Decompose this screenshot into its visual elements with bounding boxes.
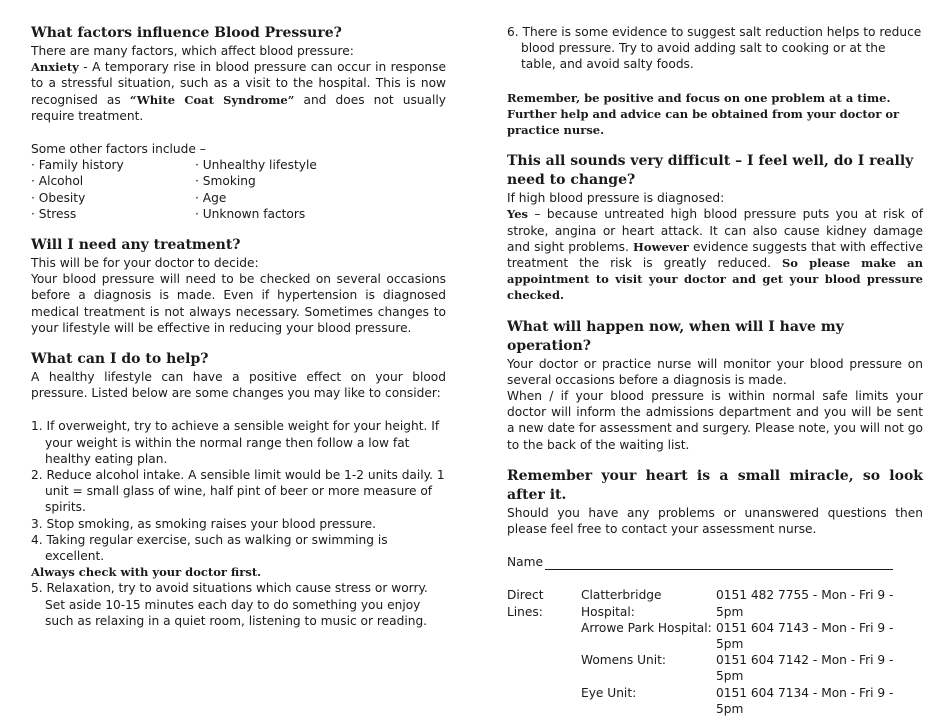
factor-item: · Obesity: [31, 190, 86, 205]
direct-lines: [507, 587, 923, 717]
list-item: 6. There is some evidence to suggest salt reduction helps to reduce blood pressure. Try to avoid adding salt to cooking or at the table, and avoid salty foods.: [507, 25, 922, 72]
factors-intro: There are many factors, which affect blood pressure:: [31, 44, 354, 58]
operation-heading: What will happen now, when will I have my operation?: [507, 318, 844, 354]
diagnosed-intro: If high blood pressure is diagnosed:: [507, 191, 725, 206]
factors-heading: What factors influence Blood Pressure?: [31, 25, 342, 41]
direct-lines-label: Direct Lines:: [507, 588, 544, 619]
factors-list: [31, 157, 446, 222]
name-field: [507, 554, 923, 570]
list-item: 1. If overweight, try to achieve a sensible weight for your height. If your weight is within the normal range then follow a low fat healthy eating plan.: [31, 419, 440, 466]
direct-line-number: 0151 604 7142 - Mon - Fri 9 - 5pm: [716, 653, 894, 684]
white-coat-label: “White Coat Syndrome”: [129, 92, 295, 107]
operation-p2: When / if your blood pressure is within normal safe limits your doctor will inform the admissions department and you will be sent a new date for assessment and surgery. Please note, you will not go to the back of the waiting list.: [507, 389, 923, 452]
operation-p1: Your doctor or practice nurse will monitor your blood pressure on several occasions before a diagnosis is made.: [507, 356, 923, 387]
yes-label: Yes: [507, 207, 529, 222]
factor-item: · Unhealthy lifestyle: [195, 158, 317, 173]
however-label: However: [633, 239, 689, 254]
factor-item: · Alcohol: [31, 174, 84, 189]
list-item: 2. Reduce alcohol intake. A sensible limit would be 1-2 units daily. 1 unit = small glass of wine, half pint of beer or more measure of spirits.: [31, 468, 445, 515]
help-heading: What can I do to help?: [31, 351, 209, 368]
factor-item: · Age: [195, 190, 227, 205]
treatment-intro: This will be for your doctor to decide:: [31, 256, 259, 271]
direct-line-place: Arrowe Park Hospital:: [581, 620, 712, 635]
appointment-note: So please make an appointment to visit your doctor and get your blood pressure checked.: [507, 256, 923, 303]
factor-item: · Smoking: [195, 174, 256, 189]
difficult-heading: This all sounds very difficult – I feel well, do I really need to change?: [507, 153, 914, 189]
anxiety-end: and does not usually require treatment.: [31, 92, 446, 123]
direct-line-number: 0151 604 7134 - Mon - Fri 9 - 5pm: [716, 685, 894, 716]
factor-item: · Stress: [31, 206, 77, 221]
direct-line-number: 0151 482 7755 - Mon - Fri 9 - 5pm: [716, 588, 894, 619]
treatment-heading: Will I need any treatment?: [31, 237, 241, 254]
further-help-note: Further help and advice can be obtained from your doctor or practice nurse.: [507, 106, 900, 138]
yes-text: – because untreated high blood pressure puts you at risk of stroke, angina or heart attack. It can also cause kidney damage and sight problems.: [507, 207, 923, 254]
list-item: 3. Stop smoking, as smoking raises your blood pressure.: [31, 516, 376, 531]
direct-line-place: Eye Unit:: [581, 685, 637, 700]
factor-item: · Family history: [31, 158, 124, 173]
remember-note: Remember, be positive and focus on one problem at a time.: [507, 90, 891, 105]
treatment-body: Your blood pressure will need to be checked on several occasions before a diagnosis is made. Even if hypertension is diagnosed medical treatment is not always necessary. Sometimes changes to your lifestyle will be effective in reducing your blood pressure.: [31, 272, 446, 335]
factor-item: · Unknown factors: [195, 206, 306, 221]
advice-list-continued: [507, 24, 923, 73]
direct-line-place: Clatterbridge Hospital:: [581, 588, 662, 619]
help-intro: A healthy lifestyle can have a positive effect on your blood pressure. Listed below are some changes you may like to consider:: [31, 370, 446, 401]
anxiety-text: - A temporary rise in blood pressure can occur in response to a stressful situation, such as a visit to the hospital. This is now recognised as: [31, 60, 446, 107]
list-item: 4. Taking regular exercise, such as walking or swimming is excellent.: [31, 532, 388, 564]
left-column: [31, 24, 446, 629]
advice-list: [31, 418, 446, 629]
direct-line-number: 0151 604 7143 - Mon - Fri 9 - 5pm: [716, 620, 894, 652]
yes-paragraph: [507, 206, 923, 303]
anxiety-label: Anxiety: [31, 60, 79, 75]
direct-line-place: Womens Unit:: [581, 653, 667, 668]
right-column: [507, 24, 923, 717]
heart-heading: Remember your heart is a small miracle, so look after it.: [507, 467, 923, 503]
however-text: evidence suggests that with effective treatment the risk is greatly reduced.: [507, 239, 923, 271]
other-factors-intro: Some other factors include –: [31, 142, 206, 157]
list-item: 5. Relaxation, try to avoid situations which cause stress or worry. Set aside 10-15 minutes each day to do something you enjoy such as relaxing in a quiet room, listening to music or reading.: [31, 581, 428, 628]
anxiety-paragraph: [31, 59, 446, 124]
name-line: [545, 556, 893, 570]
name-label: Name: [507, 555, 543, 570]
contact-paragraph: Should you have any problems or unanswered questions then please feel free to contact your assessment nurse.: [507, 505, 923, 537]
doctor-check-note: Always check with your doctor first.: [31, 565, 262, 580]
